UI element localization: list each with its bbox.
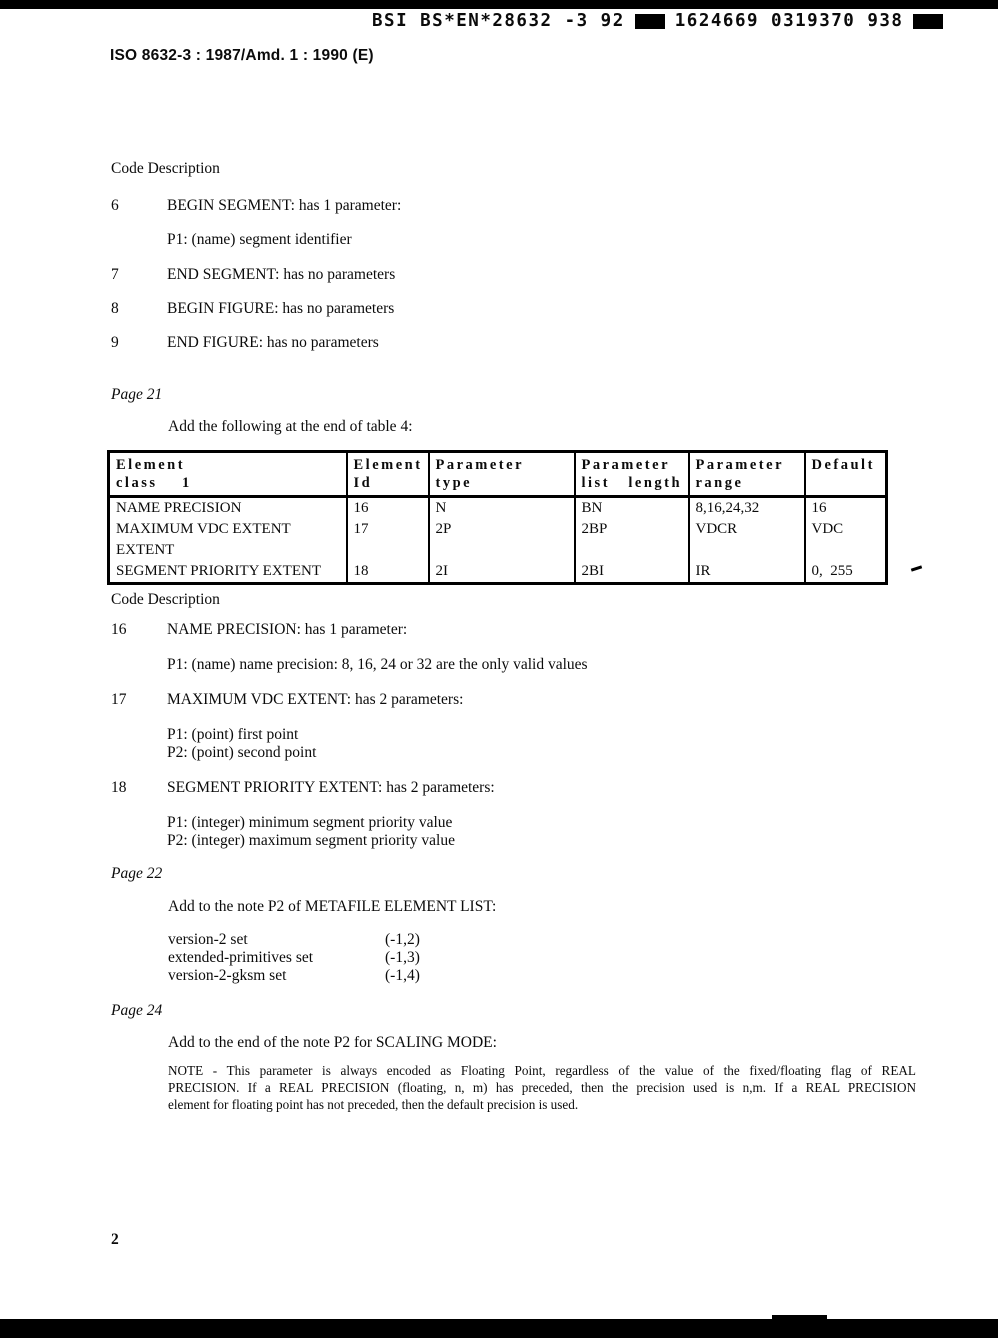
code-number: 17 bbox=[111, 691, 127, 708]
code-parameter: P1: (integer) minimum segment priority value bbox=[167, 814, 453, 831]
cell-default bbox=[805, 540, 887, 561]
cell-parameter-type: N bbox=[429, 497, 575, 520]
metafile-set-name: version-2-gksm set bbox=[168, 967, 287, 984]
code-number: 6 bbox=[111, 197, 119, 214]
code-title: BEGIN FIGURE: has no parameters bbox=[167, 300, 395, 317]
note-paragraph bbox=[168, 1062, 916, 1113]
cell-parameter-range: VDCR bbox=[689, 519, 805, 540]
cell-element-id bbox=[347, 540, 429, 561]
cell-element-class: EXTENT bbox=[109, 540, 347, 561]
code-parameter: P1: (name) name precision: 8, 16, 24 or 32 are the only valid values bbox=[167, 656, 588, 673]
table-row bbox=[109, 540, 887, 561]
edit-instruction: Add to the end of the note P2 for SCALING MODE: bbox=[168, 1034, 497, 1051]
ocr-header-text-2: 1624669 0319370 938 bbox=[674, 11, 904, 31]
amendment-table bbox=[107, 450, 888, 585]
code-number: 16 bbox=[111, 621, 127, 638]
cell-parameter-type: 2I bbox=[429, 561, 575, 584]
code-title: NAME PRECISION: has 1 parameter: bbox=[167, 621, 408, 638]
column-header-default: Default bbox=[805, 452, 887, 497]
cell-parameter-list-length: 2BI bbox=[575, 561, 689, 584]
cell-default: 16 bbox=[805, 497, 887, 520]
section-heading: Code Description bbox=[111, 160, 220, 177]
filled-block-icon bbox=[913, 14, 943, 29]
metafile-set-name: version-2 set bbox=[168, 931, 248, 948]
page-reference-label: Page 24 bbox=[111, 1002, 163, 1019]
ocr-header-line bbox=[372, 11, 943, 31]
code-title: END FIGURE: has no parameters bbox=[167, 334, 379, 351]
code-number: 7 bbox=[111, 266, 119, 283]
cell-parameter-list-length bbox=[575, 540, 689, 561]
cell-default: VDC bbox=[805, 519, 887, 540]
metafile-set-name: extended-primitives set bbox=[168, 949, 314, 966]
cell-parameter-range: 8,16,24,32 bbox=[689, 497, 805, 520]
column-header-parameter-list-length: Parameter list length bbox=[575, 452, 689, 497]
code-parameter: P1: (name) segment identifier bbox=[167, 231, 352, 248]
edit-instruction: Add the following at the end of table 4: bbox=[168, 418, 413, 435]
cell-parameter-type bbox=[429, 540, 575, 561]
code-title: SEGMENT PRIORITY EXTENT: has 2 parameters: bbox=[167, 779, 495, 796]
ocr-header-text-1: BSI BS*EN*28632 -3 92 bbox=[372, 11, 625, 31]
section-heading: Code Description bbox=[111, 591, 220, 608]
scan-bottom-edge bbox=[0, 1319, 998, 1338]
cell-element-class: MAXIMUM VDC EXTENT bbox=[109, 519, 347, 540]
filled-block-icon bbox=[635, 14, 665, 29]
edit-instruction: Add to the note P2 of METAFILE ELEMENT LIST: bbox=[168, 898, 497, 915]
code-title: BEGIN SEGMENT: has 1 parameter: bbox=[167, 197, 402, 214]
code-number: 9 bbox=[111, 334, 119, 351]
page-reference-label: Page 22 bbox=[111, 865, 163, 882]
cell-parameter-range: IR bbox=[689, 561, 805, 584]
cell-parameter-list-length: BN bbox=[575, 497, 689, 520]
metafile-set-value: (-1,4) bbox=[385, 967, 420, 984]
page-reference-label: Page 21 bbox=[111, 386, 163, 403]
column-header-element-id: Element Id bbox=[347, 452, 429, 497]
code-parameter: P2: (integer) maximum segment priority value bbox=[167, 832, 455, 849]
table-row bbox=[109, 561, 887, 584]
table-row bbox=[109, 519, 887, 540]
table-row bbox=[109, 497, 887, 520]
code-parameter: P2: (point) second point bbox=[167, 744, 317, 761]
cell-parameter-list-length: 2BP bbox=[575, 519, 689, 540]
code-title: END SEGMENT: has no parameters bbox=[167, 266, 396, 283]
metafile-set-value: (-1,2) bbox=[385, 931, 420, 948]
document-reference: ISO 8632-3 : 1987/Amd. 1 : 1990 (E) bbox=[110, 47, 374, 64]
cell-element-id: 18 bbox=[347, 561, 429, 584]
code-number: 8 bbox=[111, 300, 119, 317]
cell-default: 0, 255 bbox=[805, 561, 887, 584]
cell-element-id: 16 bbox=[347, 497, 429, 520]
note-line: NOTE - This parameter is always encoded as Floating Point, regardless of the value of the fixed/floating flag of REAL bbox=[168, 1063, 916, 1078]
table-header-row bbox=[109, 452, 887, 497]
metafile-set-value: (-1,3) bbox=[385, 949, 420, 966]
cell-parameter-type: 2P bbox=[429, 519, 575, 540]
scan-top-edge bbox=[0, 0, 998, 9]
cell-element-class: SEGMENT PRIORITY EXTENT bbox=[109, 561, 347, 584]
note-line: PRECISION. If a REAL PRECISION (floating, n, m) has preceded, then the precision used is n,m. If a REAL PRECISION bbox=[168, 1080, 916, 1095]
column-header-parameter-type: Parameter type bbox=[429, 452, 575, 497]
cell-element-id: 17 bbox=[347, 519, 429, 540]
cell-parameter-range bbox=[689, 540, 805, 561]
scan-artifact bbox=[911, 565, 922, 571]
note-line: element for floating point has not preceded, then the default precision is used. bbox=[168, 1097, 579, 1112]
column-header-element-class: Element class 1 bbox=[109, 452, 347, 497]
column-header-parameter-range: Parameter range bbox=[689, 452, 805, 497]
code-parameter: P1: (point) first point bbox=[167, 726, 299, 743]
scan-artifact bbox=[772, 1315, 827, 1319]
page-number: 2 bbox=[111, 1231, 119, 1248]
cell-element-class: NAME PRECISION bbox=[109, 497, 347, 520]
code-number: 18 bbox=[111, 779, 127, 796]
code-title: MAXIMUM VDC EXTENT: has 2 parameters: bbox=[167, 691, 464, 708]
